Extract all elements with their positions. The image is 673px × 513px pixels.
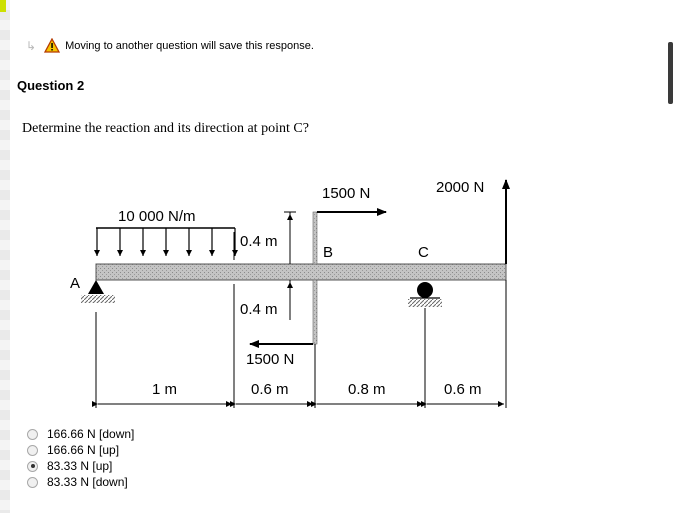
left-margin — [0, 0, 10, 513]
answer-choices — [27, 426, 134, 490]
roller-support-c — [417, 282, 433, 298]
answer-label[interactable]: 166.66 N [up] — [47, 443, 120, 457]
force-top-label: 1500 N — [322, 185, 371, 202]
force-end-label: 2000 N — [436, 179, 485, 196]
distributed-load-label: 10 000 N/m — [118, 208, 196, 225]
answer-choice[interactable] — [27, 426, 134, 442]
span-4-label: 0.6 m — [444, 381, 482, 398]
top-accent — [0, 0, 6, 12]
save-notice — [26, 38, 314, 53]
answer-label[interactable]: 166.66 N [down] — [47, 427, 135, 441]
member-top — [313, 212, 317, 264]
ground-c — [408, 299, 442, 307]
scrollbar[interactable] — [668, 42, 673, 104]
radio-button[interactable] — [27, 429, 38, 440]
point-c-label: C — [418, 244, 429, 261]
distributed-load-arrows — [97, 228, 235, 256]
span-3-label: 0.8 m — [348, 381, 386, 398]
question-heading: Question 2 — [17, 78, 85, 93]
answer-label[interactable]: 83.33 N [down] — [47, 475, 128, 489]
answer-label[interactable]: 83.33 N [up] — [47, 459, 113, 473]
beam-diagram — [60, 168, 530, 416]
offset-bottom-label: 0.4 m — [240, 301, 278, 318]
ground-a — [81, 295, 115, 303]
radio-button[interactable] — [27, 445, 38, 456]
answer-choice[interactable] — [27, 458, 134, 474]
point-b-label: B — [323, 244, 334, 261]
notice-text: Moving to another question will save this response. — [65, 39, 314, 52]
beam — [96, 264, 506, 280]
arrow-return-icon: ↳ — [26, 38, 37, 53]
force-bottom-label: 1500 N — [246, 351, 295, 368]
answer-choice[interactable] — [27, 442, 134, 458]
radio-button-selected[interactable] — [27, 461, 38, 472]
pin-support-a — [88, 280, 104, 294]
question-prompt: Determine the reaction and its direction at point C? — [22, 121, 309, 136]
offset-top-label: 0.4 m — [240, 233, 278, 250]
radio-button[interactable] — [27, 477, 38, 488]
span-2-label: 0.6 m — [251, 381, 289, 398]
span-1-label: 1 m — [152, 381, 178, 398]
warning-icon — [44, 38, 60, 53]
answer-choice[interactable] — [27, 474, 134, 490]
member-bottom — [313, 280, 317, 344]
point-a-label: A — [70, 275, 81, 292]
